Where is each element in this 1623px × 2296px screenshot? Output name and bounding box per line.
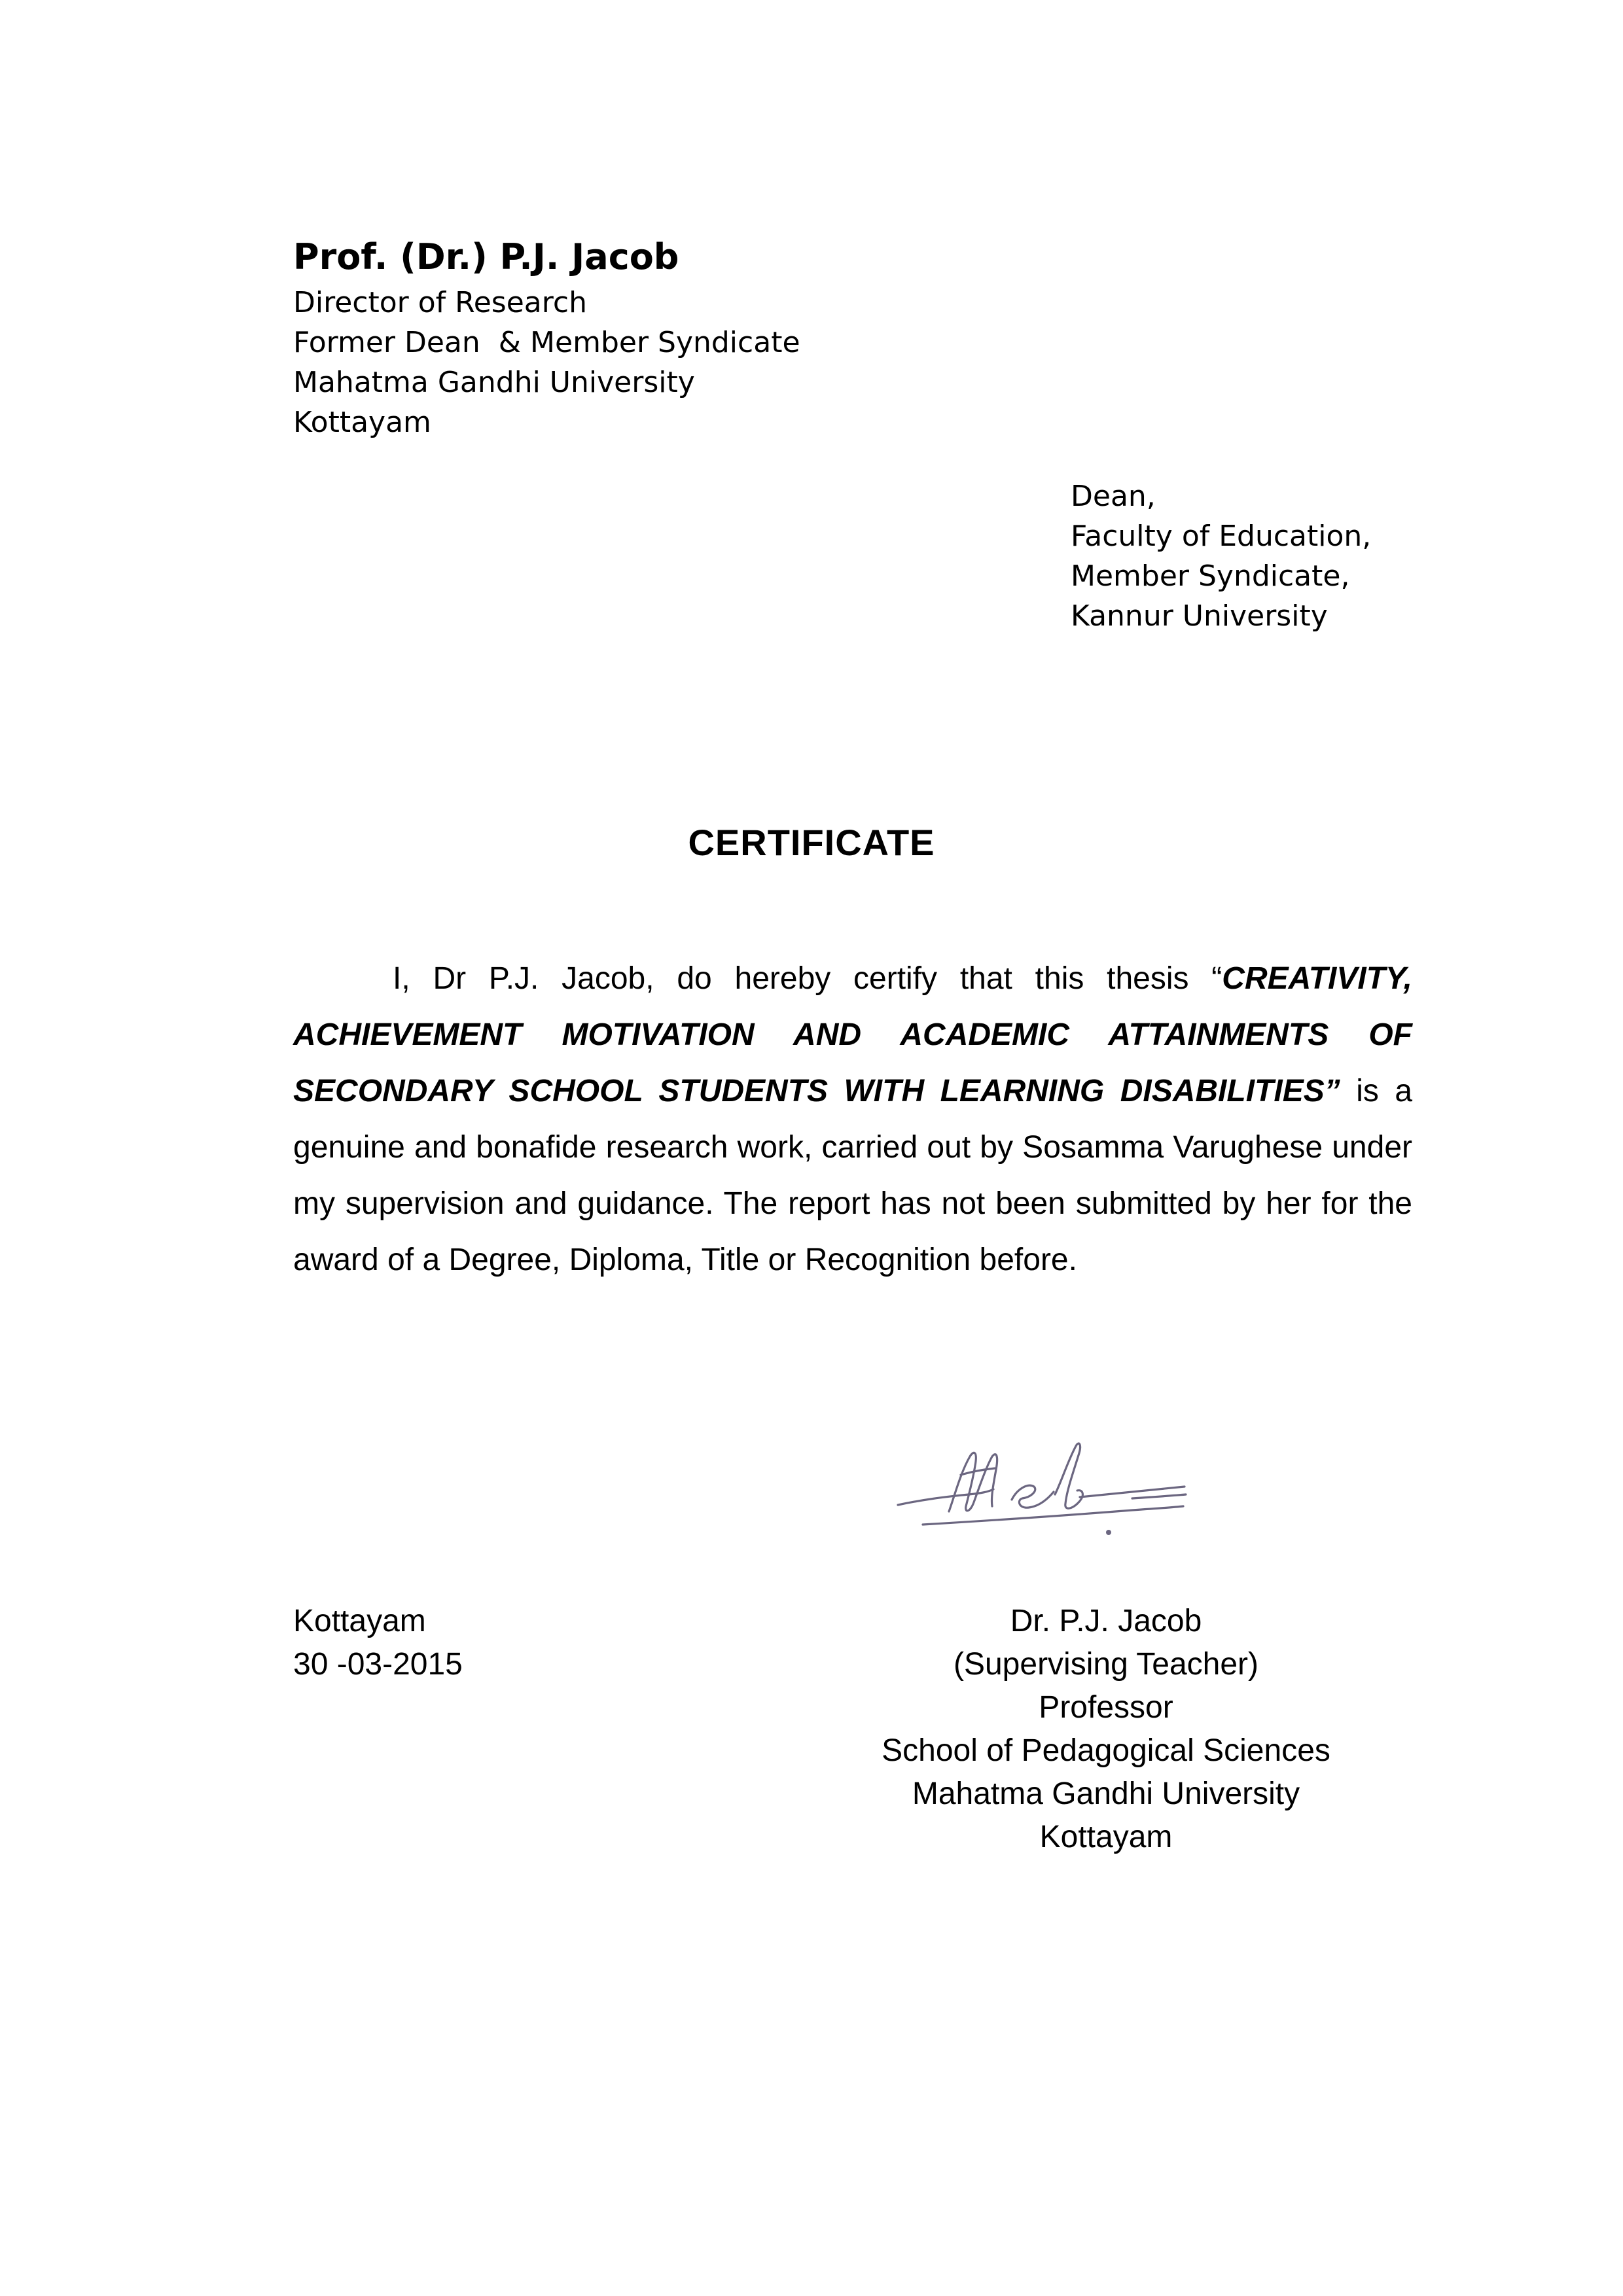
thesis-title: CREATIVITY, ACHIEVEMENT MOTIVATION AND ACADEMIC ATTAINMENTS OF SECONDARY SCHOOL STUDENTS WITH LEARNING DISABILITIES” xyxy=(293,961,1412,1108)
signatory-city: Kottayam xyxy=(1039,1820,1173,1854)
signature-stroke xyxy=(949,1453,997,1511)
signature-stroke xyxy=(898,1489,993,1505)
place-date-block xyxy=(293,1600,463,1686)
signature-stroke xyxy=(961,1468,995,1475)
sender-name: Prof. (Dr.) P.J. Jacob xyxy=(293,236,679,277)
signatory-school: School of Pedagogical Sciences xyxy=(882,1733,1330,1768)
certificate-heading: CERTIFICATE xyxy=(688,822,935,863)
certificate-remainder: is a genuine and bonafide research work, carried out by Sosamma Varughese under my supervision and guidance. The report has not been submitted by her for the award of a Degree, Diploma, Title or Recognition before. xyxy=(293,1074,1413,1277)
secondary-faculty: Faculty of Education, xyxy=(1071,520,1372,553)
sender-former-role: Former Dean & Member Syndicate xyxy=(293,326,800,359)
signature-stroke xyxy=(923,1506,1183,1525)
secondary-role: Dean, xyxy=(1071,480,1156,513)
signatory-block xyxy=(792,1600,1420,1859)
sender-letterhead xyxy=(293,234,800,442)
sender-university: Mahatma Gandhi University xyxy=(293,366,695,399)
signatory-title: Professor xyxy=(1039,1690,1173,1725)
secondary-syndicate: Member Syndicate, xyxy=(1071,559,1350,593)
signature-stroke xyxy=(1132,1494,1186,1498)
handwritten-signature xyxy=(883,1426,1198,1551)
sender-city: Kottayam xyxy=(293,406,431,439)
signature-stroke xyxy=(1055,1443,1082,1508)
signature-dot xyxy=(1106,1530,1111,1535)
signature-stroke xyxy=(1012,1485,1054,1508)
certificate-intro: I, Dr P.J. Jacob, do hereby certify that this thesis “ xyxy=(393,961,1222,996)
signatory-name: Dr. P.J. Jacob xyxy=(1010,1604,1202,1638)
issue-date: 30 -03-2015 xyxy=(293,1647,463,1682)
signatory-university: Mahatma Gandhi University xyxy=(912,1776,1300,1811)
certificate-body xyxy=(293,951,1412,1288)
sender-designation: Director of Research xyxy=(293,286,587,319)
issue-place: Kottayam xyxy=(293,1604,426,1638)
secondary-designation xyxy=(1071,476,1371,636)
secondary-university: Kannur University xyxy=(1071,599,1328,633)
signatory-role: (Supervising Teacher) xyxy=(953,1647,1258,1682)
